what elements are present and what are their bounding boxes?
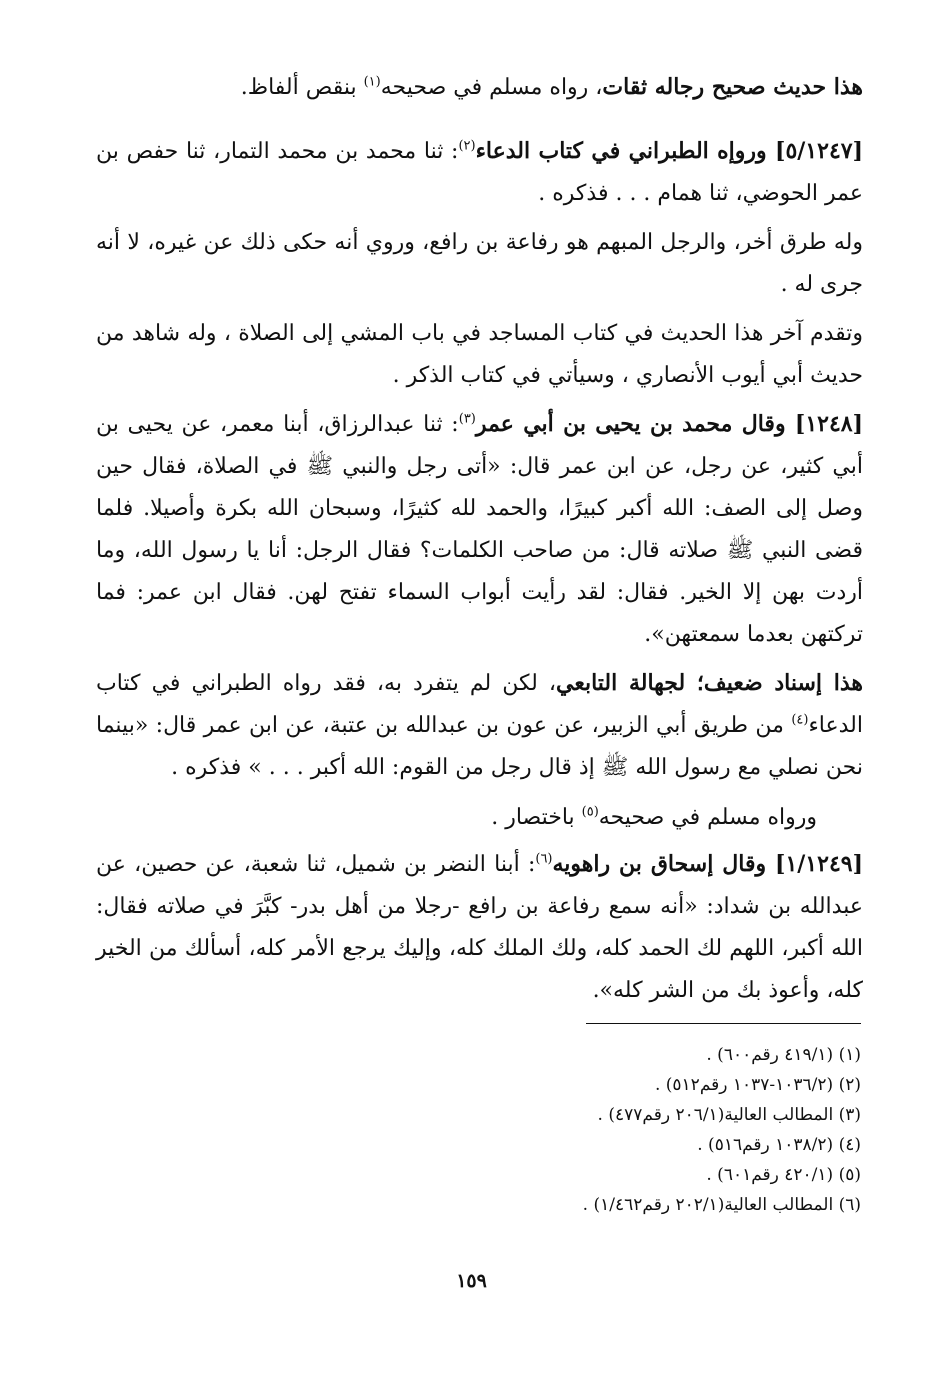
paragraph-2: [96, 130, 863, 215]
footnote-3: (٣) المطالب العالية(٢٠٦/١ رقم٤٧٧) .: [597, 1105, 861, 1125]
paragraph-7: [96, 797, 863, 839]
footnote-4: (٤) (١٠٣٨/٢ رقم٥١٦) .: [697, 1135, 861, 1155]
p5-bold: [١٢٤٨] وقال محمد بن يحيى بن أبي عمر: [475, 411, 864, 437]
footnote-ref-5: (٥): [581, 804, 599, 820]
footnote-ref-1: (١): [363, 74, 381, 90]
footnote-6: (٦) المطالب العالية(٢٠٢/١ رقم١/٤٦٢) .: [582, 1195, 861, 1215]
p6-bold: هذا إسناد ضعيف؛ لجهالة التابعي: [556, 670, 864, 696]
footnote-ref-6: (٦): [535, 851, 553, 867]
p1-text: ، رواه مسلم في صحيحه: [380, 75, 603, 100]
footnote-divider: [586, 1023, 861, 1024]
page-number: ١٥٩: [456, 1270, 487, 1292]
p3-text: وله طرق أخر، والرجل المبهم هو رفاعة بن رافع، وروي أنه حكى ذلك عن غيره، لا أنه جرى له .: [96, 230, 863, 297]
p1-bold: هذا حديث صحيح رجاله ثقات: [602, 74, 863, 100]
paragraph-4: [96, 313, 863, 397]
footnote-ref-4: (٤): [791, 712, 809, 728]
footnote-ref-3: (٣): [458, 411, 476, 427]
p8-text: : أبنا النضر بن شميل، ثنا شعبة، عن حصين، عن عبدالله بن شداد: «أنه سمع رفاعة بن رافع -رجلا من أهل بدر- كبَّرَ في صلاته فقال: الله أكبر، اللهم لك الحمد كله، ولك الملك كله، وإليك يرجع الأمر كله، أسألك من الخير كله، وأعوذ بك من الشر كله».: [96, 852, 863, 1003]
paragraph-8: [96, 843, 863, 1012]
footnote-1: (١) (٤١٩/١ رقم٦٠٠) .: [706, 1045, 861, 1065]
p7-text: ورواه مسلم في صحيحه: [598, 805, 817, 830]
p5-text: : ثنا عبدالرزاق، أبنا معمر، عن يحيى بن أبي كثير، عن رجل، عن ابن عمر قال: «أتى رجل والنبي ﷺ في الصلاة، فقال حين وصل إلى الصف: الله أكبر كبيرًا، والحمد لله كثيرًا، وسبحان الله بكرة وأصيلا. فلما قضى النبي ﷺ صلاته قال: من صاحب الكلمات؟ فقال الرجل: أنا يا رسول الله، وما أردت بهن إلا الخير. فقال: لقد رأيت أبواب السماء تفتح لهن. فقال ابن عمر: فما تركتهن بعدما سمعتهن».: [96, 412, 863, 647]
footnotes: [96, 1040, 861, 1220]
p4-text: وتقدم آخر هذا الحديث في كتاب المساجد في باب المشي إلى الصلاة ، وله شاهد من حديث أبي أيوب الأنصاري ، وسيأتي في كتاب الذكر .: [96, 321, 863, 388]
p8-bold: [١/١٢٤٩] وقال إسحاق بن راهويه: [552, 851, 863, 877]
p2-bold: [٥/١٢٤٧] وروإه الطبراني في كتاب الدعاء: [475, 138, 863, 164]
p1-text-end: بنقص ألفاظ.: [240, 75, 364, 100]
p6-text: ، لكن لم يتفرد به، فقد رواه الطبراني في كتاب الدعاء: [96, 671, 863, 738]
footnote-ref-2: (٢): [458, 138, 476, 154]
footnote-5: (٥) (٤٢٠/١ رقم٦٠١) .: [706, 1165, 861, 1185]
paragraph-3: [96, 222, 863, 306]
footnote-2: (٢) (١٠٣٦/٢-١٠٣٧ رقم٥١٢) .: [654, 1075, 861, 1095]
p7-text-end: باختصار .: [491, 805, 582, 830]
p2-text: : ثنا محمد بن محمد التمار، ثنا حفص بن عمر الحوضي، ثنا همام . . . فذكره .: [96, 139, 863, 206]
p6-text-end: من طريق أبي الزبير، عن عون بن عبدالله بن عتبة، عن ابن عمر قال: «بينما نحن نصلي مع رسول الله ﷺ إذ قال رجل من القوم: الله أكبر . . . » فذكره .: [96, 713, 863, 780]
paragraph-1: [96, 66, 863, 109]
paragraph-5: [96, 403, 863, 656]
paragraph-6: [96, 662, 863, 789]
